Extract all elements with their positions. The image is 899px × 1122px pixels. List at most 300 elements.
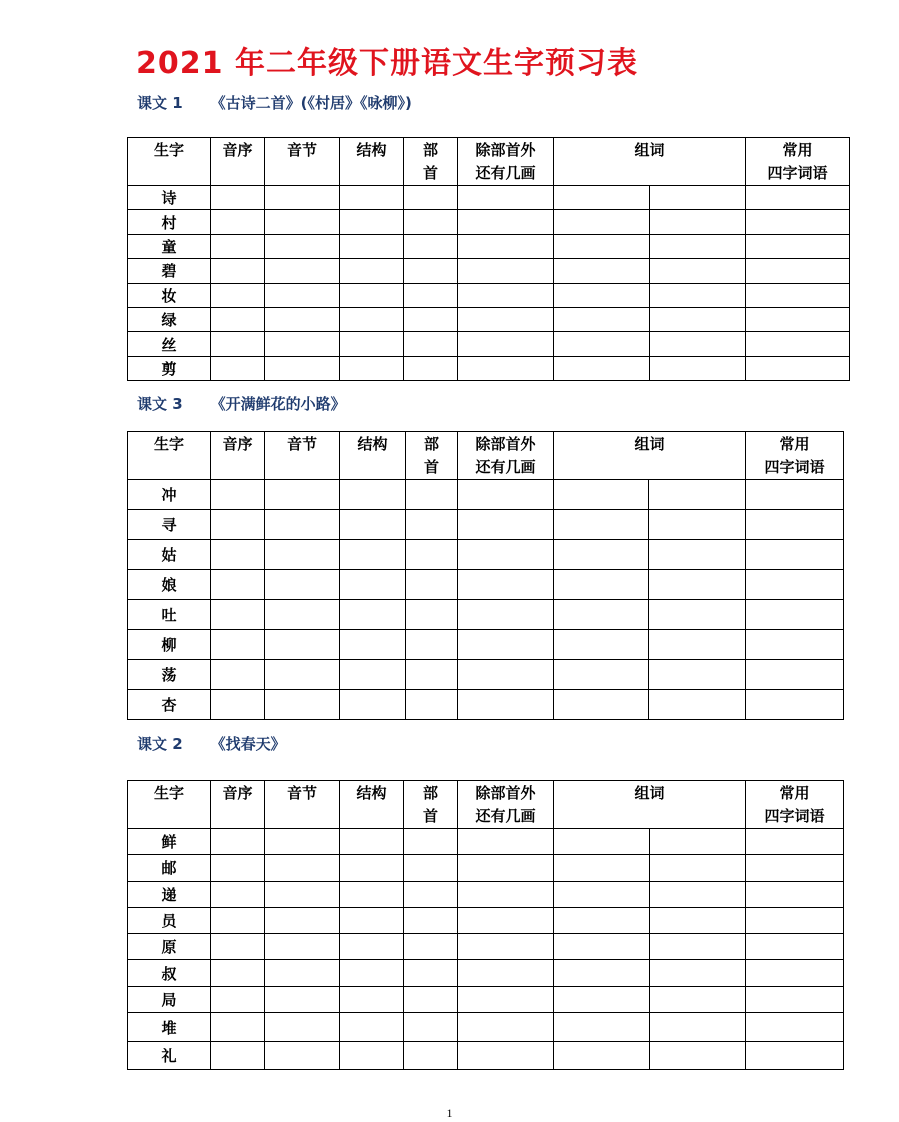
syllable-input[interactable] (265, 907, 340, 933)
word-input-2[interactable] (649, 690, 746, 720)
header-radical-line: 首 (423, 458, 439, 476)
lesson-number: 课文 3 (137, 395, 183, 413)
header-syllable (265, 138, 340, 186)
structure-input[interactable] (340, 570, 406, 600)
header-row (128, 781, 844, 829)
table-row (128, 570, 844, 600)
strokes-input[interactable] (458, 332, 554, 356)
idiom-input[interactable] (746, 630, 844, 660)
char-cell: 叔 (128, 960, 211, 986)
word-input-2[interactable] (650, 234, 746, 258)
header-syllable (265, 781, 340, 829)
word-input-2[interactable] (649, 660, 746, 690)
word-input-1[interactable] (554, 829, 650, 855)
word-input-1[interactable] (554, 480, 649, 510)
char-cell: 原 (128, 934, 211, 960)
table-row (128, 690, 844, 720)
word-input-1[interactable] (554, 881, 650, 907)
order-input[interactable] (211, 855, 265, 881)
syllable-input[interactable] (265, 600, 340, 630)
order-input[interactable] (211, 234, 265, 258)
idiom-input[interactable] (746, 259, 850, 283)
idiom-input[interactable] (746, 480, 844, 510)
word-input-1[interactable] (554, 510, 649, 540)
idiom-input[interactable] (746, 934, 844, 960)
idiom-input[interactable] (746, 570, 844, 600)
header-radical-line: 首 (422, 164, 438, 182)
radical-input[interactable] (404, 234, 458, 258)
char-cell: 荡 (128, 660, 211, 690)
header-syllable (265, 432, 340, 480)
order-input[interactable] (211, 283, 265, 307)
idiom-input[interactable] (746, 829, 844, 855)
header-strokes (458, 432, 554, 480)
header-words-line: 组词 (634, 141, 665, 159)
idiom-input[interactable] (746, 332, 850, 356)
word-input-1[interactable] (554, 660, 649, 690)
strokes-input[interactable] (458, 881, 554, 907)
strokes-input[interactable] (458, 570, 554, 600)
word-input-1[interactable] (554, 332, 650, 356)
word-input-1[interactable] (554, 934, 650, 960)
word-input-2[interactable] (650, 283, 746, 307)
table-row (128, 540, 844, 570)
strokes-input[interactable] (458, 986, 554, 1012)
strokes-input[interactable] (458, 855, 554, 881)
word-input-2[interactable] (650, 210, 746, 234)
radical-input[interactable] (404, 1013, 458, 1042)
order-input[interactable] (211, 570, 265, 600)
header-structure-line: 结构 (356, 784, 387, 802)
strokes-input[interactable] (458, 540, 554, 570)
strokes-input[interactable] (458, 934, 554, 960)
table-row (128, 480, 844, 510)
word-input-2[interactable] (649, 480, 746, 510)
lesson-heading-3 (137, 733, 286, 754)
radical-input[interactable] (404, 986, 458, 1012)
structure-input[interactable] (340, 829, 404, 855)
header-char (128, 781, 211, 829)
idiom-input[interactable] (746, 234, 850, 258)
order-input[interactable] (211, 1042, 265, 1070)
strokes-input[interactable] (458, 186, 554, 210)
table-row (128, 234, 850, 258)
radical-input[interactable] (404, 1042, 458, 1070)
strokes-input[interactable] (458, 210, 554, 234)
idiom-input[interactable] (746, 356, 850, 380)
order-input[interactable] (211, 259, 265, 283)
word-input-1[interactable] (554, 855, 650, 881)
char-cell: 剪 (128, 356, 211, 380)
table-row (128, 829, 844, 855)
structure-input[interactable] (340, 480, 406, 510)
table-row (128, 934, 844, 960)
syllable-input[interactable] (265, 186, 340, 210)
table-row (128, 510, 844, 540)
structure-input[interactable] (340, 960, 404, 986)
idiom-input[interactable] (746, 186, 850, 210)
idiom-input[interactable] (746, 1013, 844, 1042)
radical-input[interactable] (406, 660, 458, 690)
header-strokes-line: 除部首外 (475, 141, 536, 159)
strokes-input[interactable] (458, 307, 554, 331)
order-input[interactable] (211, 307, 265, 331)
syllable-input[interactable] (265, 540, 340, 570)
strokes-input[interactable] (458, 960, 554, 986)
syllable-input[interactable] (265, 855, 340, 881)
word-input-2[interactable] (650, 186, 746, 210)
char-cell: 鲜 (128, 829, 211, 855)
char-cell: 丝 (128, 332, 211, 356)
syllable-input[interactable] (265, 881, 340, 907)
word-input-2[interactable] (650, 907, 746, 933)
table-row (128, 1013, 844, 1042)
char-cell: 娘 (128, 570, 211, 600)
char-cell: 村 (128, 210, 211, 234)
structure-input[interactable] (340, 510, 406, 540)
header-radical-line: 部 (422, 784, 438, 802)
char-cell: 局 (128, 986, 211, 1012)
word-input-2[interactable] (650, 1042, 746, 1070)
order-input[interactable] (211, 630, 265, 660)
syllable-input[interactable] (265, 630, 340, 660)
header-structure (340, 138, 404, 186)
syllable-input[interactable] (265, 960, 340, 986)
syllable-input[interactable] (265, 570, 340, 600)
page-title: 2021 年二年级下册语文生字预习表 (136, 46, 638, 81)
word-input-1[interactable] (554, 540, 649, 570)
word-input-1[interactable] (554, 600, 649, 630)
structure-input[interactable] (340, 186, 404, 210)
order-input[interactable] (211, 600, 265, 630)
order-input[interactable] (211, 907, 265, 933)
strokes-input[interactable] (458, 907, 554, 933)
lesson-name: 《古诗二首》(《村居》《咏柳》) (210, 94, 412, 112)
idiom-input[interactable] (746, 283, 850, 307)
structure-input[interactable] (340, 986, 404, 1012)
structure-input[interactable] (340, 540, 406, 570)
table-row (128, 332, 850, 356)
word-input-1[interactable] (554, 283, 650, 307)
word-input-2[interactable] (649, 540, 746, 570)
radical-input[interactable] (404, 855, 458, 881)
char-cell: 堆 (128, 1013, 211, 1042)
order-input[interactable] (211, 356, 265, 380)
table-row (128, 630, 844, 660)
word-input-1[interactable] (554, 690, 649, 720)
header-words (554, 432, 746, 480)
header-words-line: 组词 (634, 784, 665, 802)
idiom-input[interactable] (746, 307, 850, 331)
strokes-input[interactable] (458, 1042, 554, 1070)
header-order-line: 音序 (222, 141, 253, 159)
header-structure-line: 结构 (356, 141, 387, 159)
structure-input[interactable] (340, 356, 404, 380)
word-input-2[interactable] (650, 356, 746, 380)
structure-input[interactable] (340, 907, 404, 933)
word-input-1[interactable] (554, 570, 649, 600)
idiom-input[interactable] (746, 881, 844, 907)
strokes-input[interactable] (458, 234, 554, 258)
idiom-input[interactable] (746, 540, 844, 570)
order-input[interactable] (211, 690, 265, 720)
syllable-input[interactable] (265, 510, 340, 540)
radical-input[interactable] (404, 332, 458, 356)
char-cell: 柳 (128, 630, 211, 660)
radical-input[interactable] (404, 960, 458, 986)
structure-input[interactable] (340, 259, 404, 283)
header-row (128, 138, 850, 186)
structure-input[interactable] (340, 283, 404, 307)
strokes-input[interactable] (458, 690, 554, 720)
word-input-2[interactable] (649, 570, 746, 600)
header-strokes-line: 除部首外 (475, 435, 536, 453)
syllable-input[interactable] (265, 1013, 340, 1042)
structure-input[interactable] (340, 630, 406, 660)
header-structure (340, 781, 404, 829)
syllable-input[interactable] (265, 1042, 340, 1070)
table-row (128, 907, 844, 933)
table-row (128, 881, 844, 907)
vocab-table-1 (127, 137, 850, 381)
lesson-heading-2 (137, 393, 346, 414)
word-input-1[interactable] (554, 1042, 650, 1070)
header-idiom (746, 432, 844, 480)
idiom-input[interactable] (746, 960, 844, 986)
structure-input[interactable] (340, 332, 404, 356)
word-input-2[interactable] (649, 630, 746, 660)
structure-input[interactable] (340, 855, 404, 881)
table-row (128, 186, 850, 210)
word-input-1[interactable] (554, 307, 650, 331)
word-input-2[interactable] (650, 332, 746, 356)
idiom-input[interactable] (746, 855, 844, 881)
word-input-1[interactable] (554, 630, 649, 660)
word-input-2[interactable] (649, 600, 746, 630)
syllable-input[interactable] (265, 986, 340, 1012)
syllable-input[interactable] (265, 283, 340, 307)
char-cell: 妆 (128, 283, 211, 307)
header-syllable-line: 音节 (286, 784, 317, 802)
structure-input[interactable] (340, 881, 404, 907)
header-idiom-line: 常用 (782, 141, 813, 159)
header-idiom-line: 四字词语 (764, 458, 825, 476)
word-input-1[interactable] (554, 960, 650, 986)
table-row (128, 210, 850, 234)
strokes-input[interactable] (458, 660, 554, 690)
syllable-input[interactable] (265, 934, 340, 960)
header-strokes-line: 还有几画 (475, 458, 536, 476)
order-input[interactable] (211, 986, 265, 1012)
lesson-name: 《开满鲜花的小路》 (210, 395, 346, 413)
syllable-input[interactable] (265, 307, 340, 331)
header-strokes-line: 还有几画 (475, 807, 536, 825)
order-input[interactable] (211, 881, 265, 907)
order-input[interactable] (211, 660, 265, 690)
structure-input[interactable] (340, 660, 406, 690)
idiom-input[interactable] (746, 660, 844, 690)
structure-input[interactable] (340, 307, 404, 331)
header-idiom-line: 常用 (779, 435, 810, 453)
header-strokes-line: 除部首外 (475, 784, 536, 802)
header-radical (404, 781, 458, 829)
order-input[interactable] (211, 510, 265, 540)
structure-input[interactable] (340, 210, 404, 234)
radical-input[interactable] (404, 907, 458, 933)
radical-input[interactable] (404, 356, 458, 380)
header-radical-line: 首 (422, 807, 438, 825)
structure-input[interactable] (340, 1013, 404, 1042)
word-input-2[interactable] (650, 855, 746, 881)
header-order-line: 音序 (222, 784, 253, 802)
word-input-2[interactable] (650, 881, 746, 907)
radical-input[interactable] (404, 283, 458, 307)
strokes-input[interactable] (458, 630, 554, 660)
strokes-input[interactable] (458, 1013, 554, 1042)
order-input[interactable] (211, 540, 265, 570)
syllable-input[interactable] (265, 332, 340, 356)
header-syllable-line: 音节 (286, 435, 317, 453)
word-input-2[interactable] (650, 829, 746, 855)
header-radical-line: 部 (422, 141, 438, 159)
word-input-2[interactable] (649, 510, 746, 540)
order-input[interactable] (211, 480, 265, 510)
table-row (128, 660, 844, 690)
strokes-input[interactable] (458, 283, 554, 307)
header-idiom (746, 781, 844, 829)
radical-input[interactable] (406, 690, 458, 720)
char-cell: 邮 (128, 855, 211, 881)
table-row (128, 259, 850, 283)
table-row (128, 600, 844, 630)
strokes-input[interactable] (458, 510, 554, 540)
syllable-input[interactable] (265, 690, 340, 720)
word-input-1[interactable] (554, 234, 650, 258)
syllable-input[interactable] (265, 259, 340, 283)
word-input-1[interactable] (554, 986, 650, 1012)
radical-input[interactable] (406, 630, 458, 660)
order-input[interactable] (211, 1013, 265, 1042)
order-input[interactable] (211, 934, 265, 960)
word-input-2[interactable] (650, 960, 746, 986)
char-cell: 员 (128, 907, 211, 933)
syllable-input[interactable] (265, 356, 340, 380)
table-row (128, 986, 844, 1012)
idiom-input[interactable] (746, 690, 844, 720)
word-input-1[interactable] (554, 210, 650, 234)
word-input-1[interactable] (554, 186, 650, 210)
idiom-input[interactable] (746, 210, 850, 234)
syllable-input[interactable] (265, 234, 340, 258)
structure-input[interactable] (340, 1042, 404, 1070)
word-input-1[interactable] (554, 356, 650, 380)
header-words-line: 组词 (634, 435, 665, 453)
word-input-2[interactable] (650, 934, 746, 960)
syllable-input[interactable] (265, 480, 340, 510)
radical-input[interactable] (404, 307, 458, 331)
word-input-1[interactable] (554, 259, 650, 283)
header-words (554, 138, 746, 186)
structure-input[interactable] (340, 690, 406, 720)
char-cell: 寻 (128, 510, 211, 540)
char-cell: 吐 (128, 600, 211, 630)
syllable-input[interactable] (265, 210, 340, 234)
order-input[interactable] (211, 186, 265, 210)
char-cell: 礼 (128, 1042, 211, 1070)
word-input-2[interactable] (650, 259, 746, 283)
word-input-2[interactable] (650, 307, 746, 331)
strokes-input[interactable] (458, 356, 554, 380)
order-input[interactable] (211, 960, 265, 986)
radical-input[interactable] (406, 600, 458, 630)
radical-input[interactable] (406, 480, 458, 510)
header-syllable-line: 音节 (286, 141, 317, 159)
radical-input[interactable] (404, 934, 458, 960)
strokes-input[interactable] (458, 480, 554, 510)
syllable-input[interactable] (265, 829, 340, 855)
header-radical (406, 432, 458, 480)
radical-input[interactable] (404, 210, 458, 234)
header-idiom-line: 四字词语 (764, 807, 825, 825)
structure-input[interactable] (340, 234, 404, 258)
radical-input[interactable] (406, 510, 458, 540)
radical-input[interactable] (404, 881, 458, 907)
header-order (211, 138, 265, 186)
idiom-input[interactable] (746, 907, 844, 933)
order-input[interactable] (211, 332, 265, 356)
header-char-line: 生字 (153, 141, 184, 159)
structure-input[interactable] (340, 600, 406, 630)
header-order (211, 432, 265, 480)
header-char (128, 432, 211, 480)
char-cell: 冲 (128, 480, 211, 510)
header-strokes (458, 138, 554, 186)
header-radical-line: 部 (423, 435, 439, 453)
order-input[interactable] (211, 829, 265, 855)
char-cell: 递 (128, 881, 211, 907)
header-idiom-line: 常用 (779, 784, 810, 802)
header-row (128, 432, 844, 480)
radical-input[interactable] (406, 570, 458, 600)
strokes-input[interactable] (458, 600, 554, 630)
word-input-2[interactable] (650, 986, 746, 1012)
char-cell: 绿 (128, 307, 211, 331)
vocab-table-2 (127, 431, 844, 720)
radical-input[interactable] (404, 829, 458, 855)
idiom-input[interactable] (746, 510, 844, 540)
word-input-2[interactable] (650, 1013, 746, 1042)
radical-input[interactable] (404, 186, 458, 210)
header-strokes-line: 还有几画 (475, 164, 536, 182)
table-row (128, 356, 850, 380)
order-input[interactable] (211, 210, 265, 234)
word-input-1[interactable] (554, 907, 650, 933)
radical-input[interactable] (406, 540, 458, 570)
char-cell: 姑 (128, 540, 211, 570)
lesson-number: 课文 1 (137, 94, 183, 112)
structure-input[interactable] (340, 934, 404, 960)
header-words (554, 781, 746, 829)
strokes-input[interactable] (458, 829, 554, 855)
table-row (128, 283, 850, 307)
idiom-input[interactable] (746, 986, 844, 1012)
word-input-1[interactable] (554, 1013, 650, 1042)
strokes-input[interactable] (458, 259, 554, 283)
radical-input[interactable] (404, 259, 458, 283)
syllable-input[interactable] (265, 660, 340, 690)
idiom-input[interactable] (746, 1042, 844, 1070)
idiom-input[interactable] (746, 600, 844, 630)
